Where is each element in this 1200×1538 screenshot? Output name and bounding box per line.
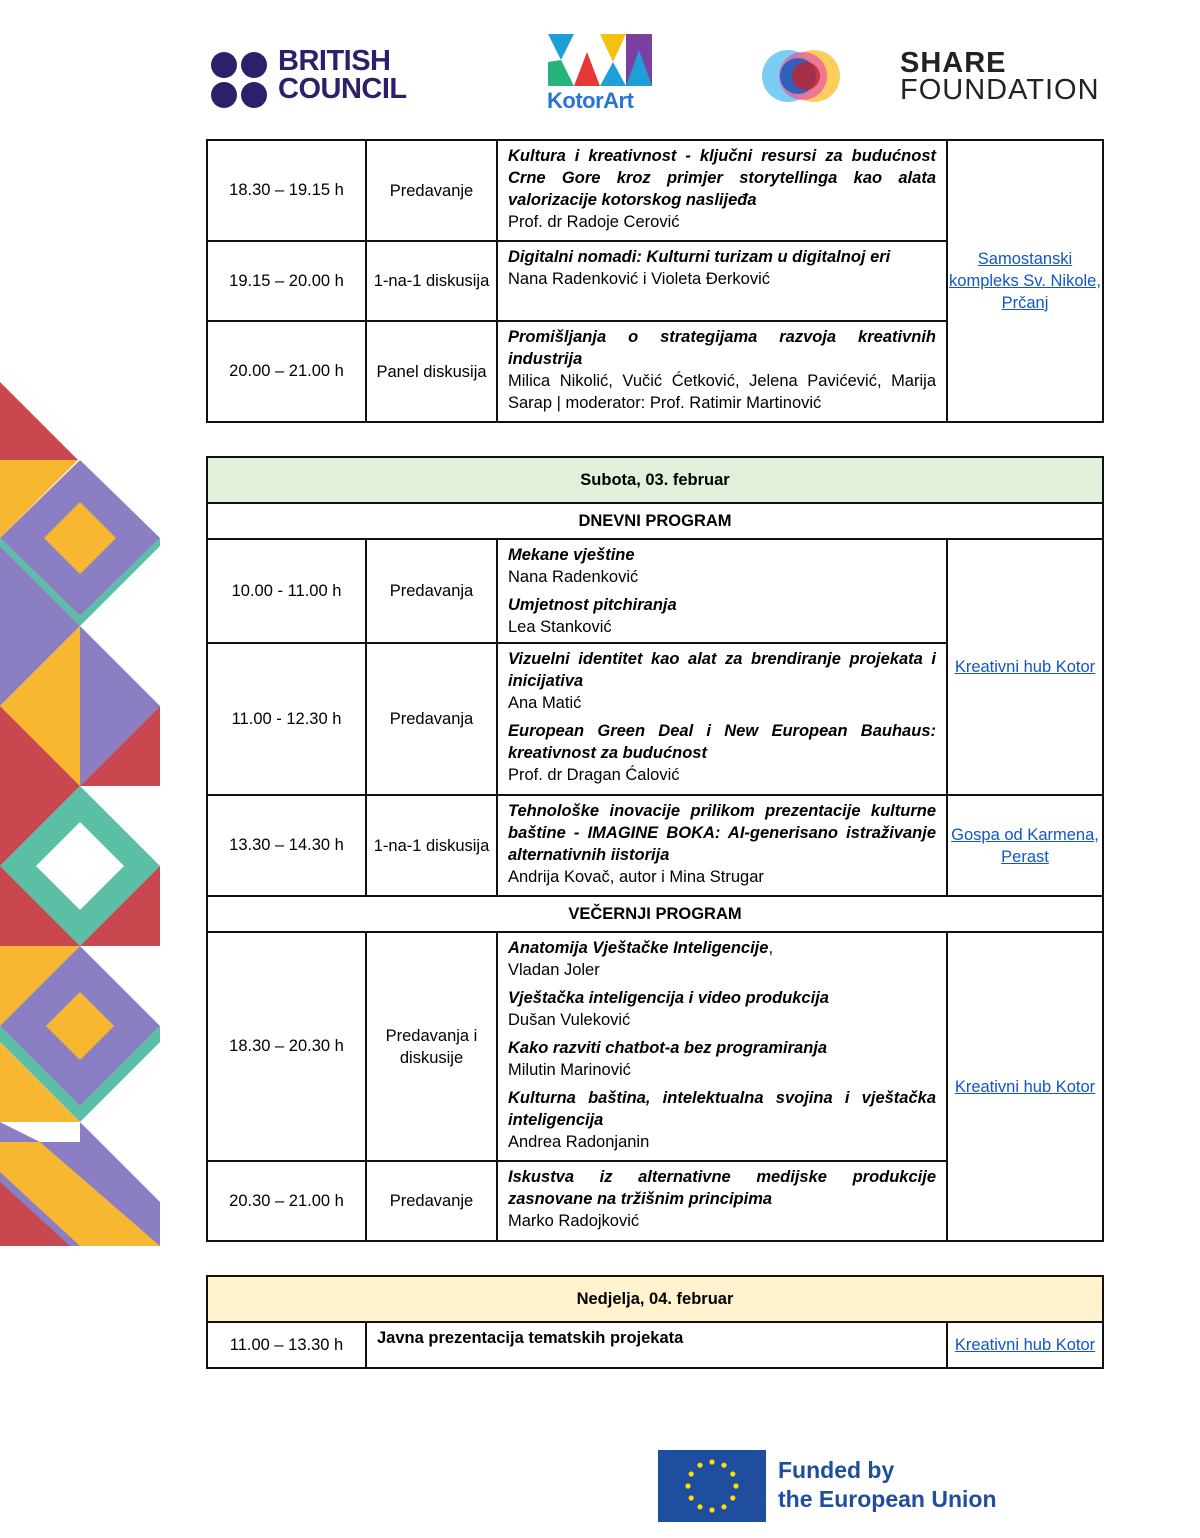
section-header-row bbox=[207, 896, 1103, 932]
kotorart-wordmark: KotorArt bbox=[547, 88, 634, 113]
talk-title: Javna prezentacija tematskih projekata bbox=[366, 1322, 947, 1368]
time-cell: 20.30 – 21.00 h bbox=[207, 1161, 366, 1241]
type-cell: Predavanja bbox=[366, 643, 497, 795]
type-cell: 1-na-1 diskusija bbox=[366, 795, 497, 896]
british-council-logo bbox=[210, 47, 420, 109]
talk-speaker: Prof. dr Radoje Cerović bbox=[508, 213, 680, 231]
day-header: Nedjelja, 04. februar bbox=[207, 1276, 1103, 1322]
type-cell: Predavanje bbox=[366, 140, 497, 241]
talk-title: Digitalni nomadi: Kulturni turizam u digitalnoj eri bbox=[508, 248, 891, 266]
talk-title: Kako razviti chatbot-a bez programiranja bbox=[508, 1039, 828, 1057]
day-header-row bbox=[207, 1276, 1103, 1322]
table-row bbox=[207, 539, 1103, 643]
talk-title: Tehnološke inovacije prilikom prezentacije kulturne baštine - IMAGINE BOKA: AI-generisano istraživanje alternativnih iistorija bbox=[508, 802, 936, 864]
talk-speaker: Milutin Marinović bbox=[508, 1061, 631, 1079]
talk-speaker: Prof. dr Dragan Ćalović bbox=[508, 766, 680, 784]
eu-funding-badge bbox=[658, 1450, 1058, 1524]
talk-speaker: Nana Radenković i Violeta Đerković bbox=[508, 270, 770, 288]
time-cell: 11.00 – 13.30 h bbox=[207, 1322, 366, 1368]
talk-title: Anatomija Vještačke Inteligencije, bbox=[508, 939, 774, 957]
time-cell: 18.30 – 19.15 h bbox=[207, 140, 366, 241]
location-cell bbox=[947, 539, 1103, 795]
location-cell bbox=[947, 795, 1103, 896]
talk-title: Iskustva iz alternativne medijske produkcije zasnovane na tržišnim principima bbox=[508, 1168, 936, 1208]
talks-cell bbox=[497, 321, 947, 422]
talk-title: Vještačka inteligencija i video produkcija bbox=[508, 989, 829, 1007]
talk-title: Promišljanja o strategijama razvoja kreativnih industrija bbox=[508, 328, 936, 368]
type-cell: Predavanje bbox=[366, 1161, 497, 1241]
eu-flag-icon bbox=[658, 1450, 766, 1522]
location-link-gospa-perast[interactable]: Gospa od Karmena, Perast bbox=[951, 825, 1099, 866]
section-header-day-program: DNEVNI PROGRAM bbox=[207, 503, 1103, 539]
section-header-row bbox=[207, 503, 1103, 539]
talk-title: Vizuelni identitet kao alat za brendiranje projekata i inicijativa bbox=[508, 650, 936, 690]
talk-speaker: Andrea Radonjanin bbox=[508, 1133, 650, 1151]
table-row bbox=[207, 795, 1103, 896]
talk-title: Kulturna baština, intelektualna svojina i vještačka inteligencija bbox=[508, 1089, 936, 1129]
location-link-prcanj[interactable]: Samostanski kompleks Sv. Nikole, Prčanj bbox=[949, 250, 1101, 312]
talk-speaker: Nana Radenković bbox=[508, 568, 639, 586]
talks-cell bbox=[497, 795, 947, 896]
talk-speaker: Milica Nikolić, Vučić Ćetković, Jelena Pavićević, Marija Sarap | moderator: Prof. Ratimir Martinović bbox=[508, 372, 936, 412]
table-row bbox=[207, 932, 1103, 1161]
kotorart-mark-icon bbox=[544, 32, 656, 88]
talks-cell bbox=[497, 1161, 947, 1241]
schedule-table-saturday bbox=[206, 456, 1104, 1242]
location-cell bbox=[947, 932, 1103, 1241]
talk-speaker: Lea Stanković bbox=[508, 618, 612, 636]
talk-title: Kultura i kreativnost - ključni resursi za budućnost Crne Gore kroz primjer storytellinga kao alata valorizacije kotorskog naslijeđa bbox=[508, 147, 936, 209]
table-row bbox=[207, 1322, 1103, 1368]
time-cell: 10.00 - 11.00 h bbox=[207, 539, 366, 643]
british-council-dots-icon bbox=[210, 49, 270, 109]
type-cell: Predavanja i diskusije bbox=[366, 932, 497, 1161]
kotorart-logo bbox=[544, 32, 656, 114]
talk-speaker: Marko Radojković bbox=[508, 1212, 640, 1230]
location-link-hub-kotor[interactable]: Kreativni hub Kotor bbox=[954, 1336, 1096, 1354]
share-circles-icon bbox=[758, 46, 870, 106]
table-row bbox=[207, 140, 1103, 241]
talks-cell bbox=[497, 140, 947, 241]
location-cell bbox=[947, 140, 1103, 422]
talk-speaker: Vladan Joler bbox=[508, 961, 600, 979]
location-link-hub-kotor[interactable]: Kreativni hub Kotor bbox=[954, 658, 1096, 676]
talks-cell bbox=[497, 539, 947, 643]
schedule-table-evening-1 bbox=[206, 139, 1104, 423]
schedule-table-sunday bbox=[206, 1275, 1104, 1369]
talk-title: European Green Deal i New European Bauhaus: kreativnost za budućnost bbox=[508, 722, 936, 762]
decorative-pattern bbox=[0, 382, 162, 1246]
type-cell: 1-na-1 diskusija bbox=[366, 241, 497, 321]
talk-speaker: Dušan Vuleković bbox=[508, 1011, 631, 1029]
location-link-hub-kotor[interactable]: Kreativni hub Kotor bbox=[954, 1077, 1096, 1096]
talk-title: Mekane vještine bbox=[508, 546, 635, 564]
day-header: Subota, 03. februar bbox=[207, 457, 1103, 503]
talks-cell bbox=[497, 241, 947, 321]
time-cell: 18.30 – 20.30 h bbox=[207, 932, 366, 1161]
day-header-row bbox=[207, 457, 1103, 503]
time-cell: 20.00 – 21.00 h bbox=[207, 321, 366, 422]
british-council-wordmark: BRITISH COUNCIL bbox=[278, 45, 407, 105]
talks-cell bbox=[497, 643, 947, 795]
location-cell bbox=[947, 1322, 1103, 1368]
talk-speaker: Andrija Kovač, autor i Mina Strugar bbox=[508, 868, 764, 886]
talks-cell bbox=[497, 932, 947, 1161]
type-cell: Predavanja bbox=[366, 539, 497, 643]
time-cell: 13.30 – 14.30 h bbox=[207, 795, 366, 896]
talk-title: Umjetnost pitchiranja bbox=[508, 596, 677, 614]
time-cell: 11.00 - 12.30 h bbox=[207, 643, 366, 795]
talk-speaker: Ana Matić bbox=[508, 694, 582, 712]
eu-funding-text: Funded by the European Union bbox=[778, 1457, 997, 1512]
share-foundation-wordmark: SHARE FOUNDATION bbox=[900, 47, 1100, 106]
type-cell: Panel diskusija bbox=[366, 321, 497, 422]
share-foundation-logo bbox=[758, 46, 1108, 108]
time-cell: 19.15 – 20.00 h bbox=[207, 241, 366, 321]
section-header-evening-program: VEČERNJI PROGRAM bbox=[207, 896, 1103, 932]
